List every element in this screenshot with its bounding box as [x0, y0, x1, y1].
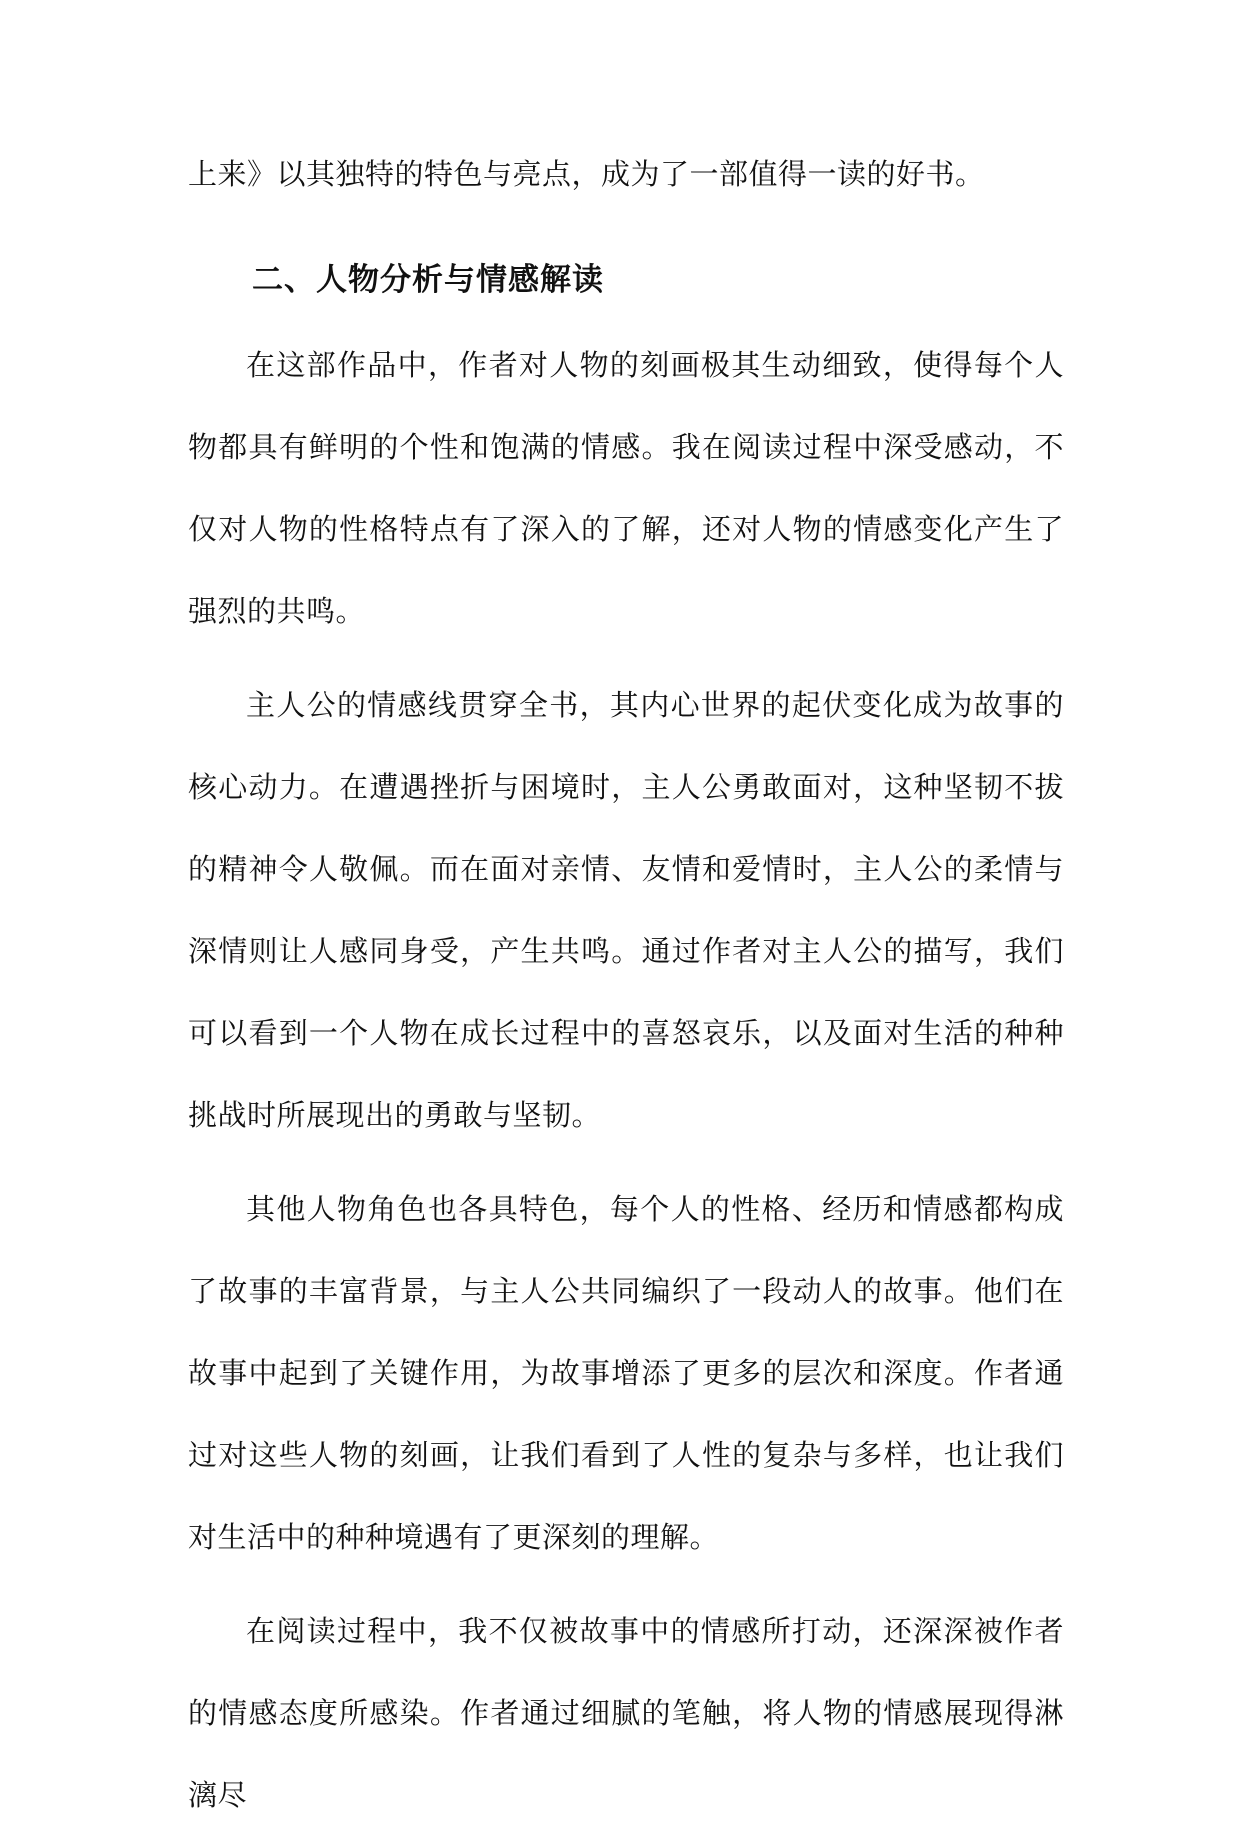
paragraph-3: 其他人物角色也各具特色，每个人的性格、经历和情感都构成了故事的丰富背景，与主人公共同编织了一段动人的故事。他们在故事中起到了关键作用，为故事增添了更多的层次和深度。作者通过对这些人物的刻画，让我们看到了人性的复杂与多样，也让我们对生活中的种种境遇有了更深刻的理解。: [188, 1192, 1064, 1554]
paragraph-4: 在阅读过程中，我不仅被故事中的情感所打动，还深深被作者的情感态度所感染。作者通过细腻的笔触，将人物的情感展现得淋漓尽: [188, 1614, 1064, 1812]
continuation-line: 上来》以其独特的特色与亮点，成为了一部值得一读的好书。: [188, 157, 985, 191]
section-heading: 二、人物分析与情感解读: [252, 262, 604, 298]
paragraph-2: 主人公的情感线贯穿全书，其内心世界的起伏变化成为故事的核心动力。在遭遇挫折与困境时，主人公勇敢面对，这种坚韧不拔的精神令人敬佩。而在面对亲情、友情和爱情时，主人公的柔情与深情则让人感同身受，产生共鸣。通过作者对主人公的描写，我们可以看到一个人物在成长过程中的喜怒哀乐，以及面对生活的种种挑战时所展现出的勇敢与坚韧。: [188, 688, 1064, 1132]
document-body: [188, 140, 1064, 1848]
paragraph-1: 在这部作品中，作者对人物的刻画极其生动细致，使得每个人物都具有鲜明的个性和饱满的情感。我在阅读过程中深受感动，不仅对人物的性格特点有了深入的了解，还对人物的情感变化产生了强烈的共鸣。: [188, 348, 1064, 628]
